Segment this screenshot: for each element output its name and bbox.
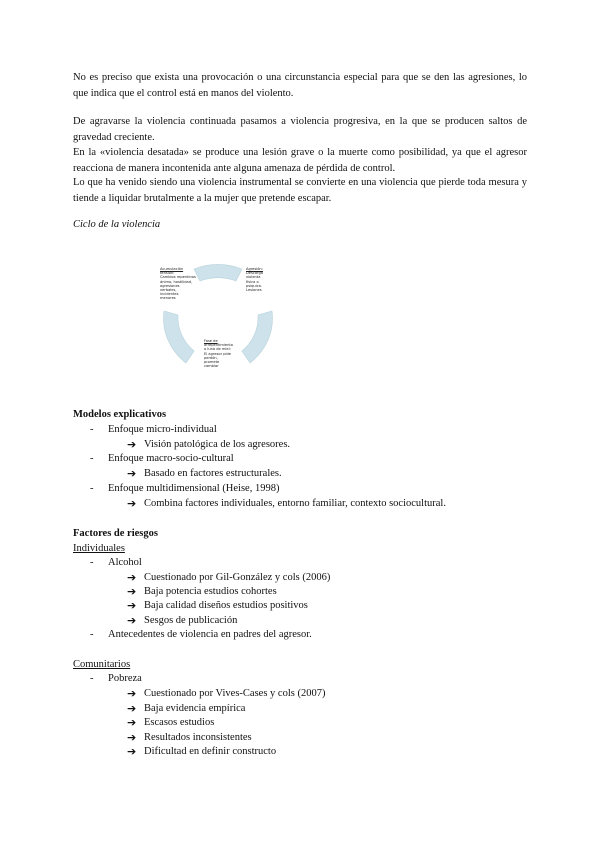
cycle-text-line: ánimo, hostilidad, bbox=[160, 279, 193, 284]
dash-bullet: - bbox=[90, 424, 94, 435]
paragraph-violencia-instrumental: Lo que ha venido siendo una violencia instrumental se convierte en una violencia que pierde toda mesura y tiende a liquidar brutalmente a la mujer que pretende escapar. bbox=[73, 177, 527, 204]
paragraph-violencia-progresiva: De agravarse la violencia continuada pasamos a violencia progresiva, en la que se producen saltos de gravedad creciente. bbox=[73, 116, 527, 143]
cycle-text-line: física o bbox=[246, 279, 259, 284]
cycle-text-line: Cambios repentinos bbox=[160, 275, 196, 280]
dash-bullet: - bbox=[90, 629, 94, 640]
arrow-icon: ➔ bbox=[127, 599, 137, 612]
subheading-individuales: Individuales bbox=[73, 543, 125, 554]
cycle-text-line: agresiones bbox=[160, 283, 180, 288]
arc-top bbox=[194, 264, 242, 281]
heading-modelos: Modelos explicativos bbox=[73, 409, 167, 420]
cycle-text-line: arrepentimiento bbox=[204, 343, 233, 348]
modelo-item: Enfoque macro-socio-cultural bbox=[108, 453, 234, 464]
modelo-subitem: Basado en factores estructurales. bbox=[144, 468, 282, 479]
factor-subitem: Cuestionado por Gil-González y cols (2006) bbox=[144, 572, 331, 583]
cycle-text-line: cambiar bbox=[204, 364, 219, 369]
cycle-text-line: promete bbox=[204, 360, 220, 365]
modelo-item: Enfoque micro-individual bbox=[108, 424, 217, 435]
arrow-icon: ➔ bbox=[127, 614, 137, 627]
cycle-text-line: perdón, bbox=[204, 355, 218, 360]
arrow-icon: ➔ bbox=[127, 731, 137, 744]
factor-item: Pobreza bbox=[108, 673, 142, 684]
cycle-text-line: incidentes bbox=[160, 292, 179, 297]
arc-left bbox=[164, 311, 194, 363]
cycle-text-line: o luna de miel: bbox=[204, 347, 231, 352]
cycle-text-line: violenta bbox=[246, 275, 261, 280]
dash-bullet: - bbox=[90, 673, 94, 684]
cycle-text-line: Acumulación bbox=[160, 267, 184, 271]
modelo-subitem: Combina factores individuales, entorno familiar, contexto sociocultural. bbox=[144, 498, 446, 509]
cycle-text-agresion bbox=[246, 267, 282, 292]
factor-subitem: Baja calidad diseños estudios positivos bbox=[144, 600, 308, 611]
cycle-text-line: Descarga bbox=[246, 271, 263, 276]
cycle-text-line: tensión: bbox=[160, 271, 175, 276]
cycle-diagram bbox=[148, 245, 288, 375]
arrow-icon: ➔ bbox=[127, 716, 137, 729]
paragraph-control: No es preciso que exista una provocación o una circunstancia especial para que se den las agresiones, lo que indica que el control está en manos del violento. bbox=[73, 72, 527, 99]
cycle-text-line: menores bbox=[160, 296, 176, 301]
factor-subitem: Sesgos de publicación bbox=[144, 615, 238, 626]
dash-bullet: - bbox=[90, 483, 94, 494]
arrow-icon: ➔ bbox=[127, 702, 137, 715]
factor-subitem: Cuestionado por Vives-Cases y cols (2007) bbox=[144, 688, 326, 699]
cycle-title: Ciclo de la violencia bbox=[73, 219, 161, 230]
factor-subitem: Resultados inconsistentes bbox=[144, 732, 252, 743]
cycle-text-line: Agresión: bbox=[246, 267, 263, 271]
cycle-text-line: Fase de bbox=[204, 339, 218, 343]
arc-right bbox=[242, 311, 272, 363]
cycle-text-line: El agresor pide bbox=[204, 351, 231, 356]
arrow-icon: ➔ bbox=[127, 687, 137, 700]
arrow-icon: ➔ bbox=[127, 497, 137, 510]
cycle-text-tension bbox=[160, 267, 200, 301]
cycle-text-line: verbales, bbox=[160, 288, 177, 293]
modelo-item: Enfoque multidimensional (Heise, 1998) bbox=[108, 483, 280, 494]
factor-subitem: Dificultad en definir constructo bbox=[144, 746, 277, 757]
factor-subitem: Escasos estudios bbox=[144, 717, 215, 728]
paragraph-violencia-desatada: En la «violencia desatada» se produce una lesión grave o la muerte como posibilidad, ya que el agresor reacciona de manera incontenida ante alguna amenaza de pérdida de control. bbox=[73, 147, 527, 174]
arrow-icon: ➔ bbox=[127, 745, 137, 758]
cycle-text-line: psíquica. bbox=[246, 283, 263, 288]
dash-bullet: - bbox=[90, 453, 94, 464]
arrow-icon: ➔ bbox=[127, 571, 137, 584]
factor-item: Alcohol bbox=[108, 557, 142, 568]
subheading-comunitarios: Comunitarios bbox=[73, 659, 131, 670]
factor-subitem: Baja potencia estudios cohortes bbox=[144, 586, 277, 597]
factor-item: Antecedentes de violencia en padres del agresor. bbox=[108, 629, 312, 640]
cycle-text-arrepentimiento bbox=[204, 339, 238, 368]
dash-bullet: - bbox=[90, 557, 94, 568]
arrow-icon: ➔ bbox=[127, 585, 137, 598]
cycle-text-line: Lesiones bbox=[246, 288, 262, 293]
arrow-icon: ➔ bbox=[127, 467, 137, 480]
heading-factores: Factores de riesgos bbox=[73, 528, 158, 539]
factor-subitem: Baja evidencia empírica bbox=[144, 703, 246, 714]
arrow-icon: ➔ bbox=[127, 438, 137, 451]
modelo-subitem: Visión patológica de los agresores. bbox=[144, 439, 291, 450]
